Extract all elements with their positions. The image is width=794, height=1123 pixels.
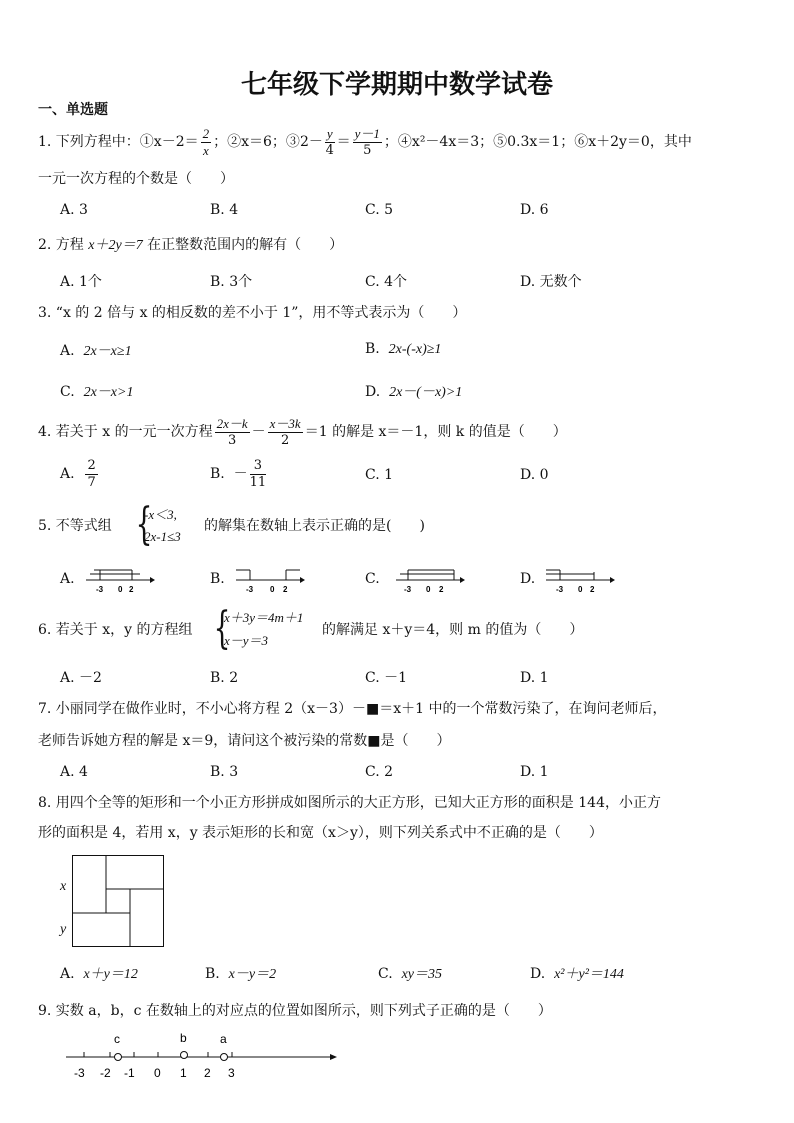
question-7-stem-line2: 老师告诉她方程的解是 x＝9，请问这个被污染的常数■是（ ） <box>38 733 451 749</box>
option-c[interactable]: C. 5 <box>365 202 394 218</box>
option-d[interactable]: D. 2x－(－x)>1 <box>365 384 463 400</box>
system-line-1: x＋3y＝4m＋1 <box>224 610 304 625</box>
brace-icon: { <box>213 603 231 654</box>
point-label-b: b <box>180 1031 187 1045</box>
tick-label: -3 <box>556 585 564 594</box>
option-d[interactable]: D. 1 <box>520 764 549 780</box>
tick-label: 2 <box>439 585 444 594</box>
fraction: $\frac{2x-k}{3}$ <box>216 416 248 448</box>
option-b-label[interactable]: B. <box>210 571 225 587</box>
question-1-stem-line2: 一元一次方程的个数是（ ） <box>38 171 234 187</box>
fraction: $\frac{2}{x}$ <box>202 126 210 158</box>
option-a[interactable]: A. 3 <box>60 202 88 218</box>
tick-label: -3 <box>246 585 254 594</box>
tick-label: -2 <box>100 1066 111 1080</box>
option-d[interactable]: D. 0 <box>520 467 549 483</box>
number-line-option-a <box>84 562 156 594</box>
tick-label: 0 <box>154 1066 161 1080</box>
point-label-a: a <box>220 1032 227 1046</box>
tick-label: 2 <box>204 1066 211 1080</box>
question-8-stem: 8. 用四个全等的矩形和一个小正方形拼成如图所示的大正方形，已知大正方形的面积是 144，小正方 <box>38 795 661 811</box>
question-4-stem: 4. 若关于 x 的一元一次方程 $\frac{2x-k}{3}$ － $\frac{x-3k}{2}$ ＝1 的解是 x＝－1，则 k 的值是（ ） <box>38 416 567 448</box>
tick-label: 2 <box>283 585 288 594</box>
tick-label: 0 <box>118 585 123 594</box>
option-d-label[interactable]: D. <box>520 571 536 587</box>
question-2-stem: 2. 方程 x＋2y＝7 在正整数范围内的解有（ ） <box>38 237 344 253</box>
question-8-stem-line2: 形的面积是 4，若用 x，y 表示矩形的长和宽（x＞y），则下列关系式中不正确的是（ ） <box>38 825 603 841</box>
page-title: 七年级下学期期中数学试卷 <box>240 70 553 100</box>
system-line-1: -x＜3, <box>144 507 177 522</box>
option-c-label[interactable]: C. <box>365 571 380 587</box>
tick-label: 2 <box>129 585 134 594</box>
option-d[interactable]: D. 无数个 <box>520 274 582 290</box>
option-d[interactable]: D. x²＋y²＝144 <box>530 966 624 982</box>
fraction: $\frac{y-1}{5}$ <box>354 126 380 158</box>
option-a[interactable]: A. 1个 <box>60 274 102 290</box>
question-9-stem: 9. 实数 a，b，c 在数轴上的对应点的位置如图所示，则下列式子正确的是（ ） <box>38 1003 552 1019</box>
option-a[interactable]: A. 2x－x≥1 <box>60 343 132 359</box>
option-a[interactable]: A. 4 <box>60 764 88 780</box>
option-c[interactable]: C. 2 <box>365 764 394 780</box>
option-b[interactable]: B. 2x-(-x)≥1 <box>365 341 442 357</box>
option-b[interactable]: B. 4 <box>210 202 239 218</box>
brace-icon: { <box>135 499 153 550</box>
question-6-stem-a: 6. 若关于 x，y 的方程组 <box>38 622 193 638</box>
tick-label: -3 <box>96 585 104 594</box>
option-c[interactable]: C. 4个 <box>365 274 408 290</box>
tick-label: 2 <box>590 585 595 594</box>
tick-label: -3 <box>74 1066 85 1080</box>
tick-label: 3 <box>228 1066 235 1080</box>
option-a[interactable]: A. $\frac{2}{7}$ <box>60 458 96 490</box>
point-b-marker <box>181 1052 188 1059</box>
number-line-option-c <box>394 562 466 594</box>
section-heading: 一、单选题 <box>38 102 108 118</box>
option-d[interactable]: D. 6 <box>520 202 549 218</box>
tick-label: -1 <box>124 1066 135 1080</box>
point-c-marker <box>115 1054 122 1061</box>
tick-label: 0 <box>270 585 275 594</box>
question-3-stem: 3. “x 的 2 倍与 x 的相反数的差不小于 1”，用不等式表示为（ ） <box>38 305 467 321</box>
option-c[interactable]: C. 2x－x>1 <box>60 384 134 400</box>
tick-label: 1 <box>180 1066 187 1080</box>
option-c[interactable]: C. 1 <box>365 467 394 483</box>
option-d[interactable]: D. 1 <box>520 670 549 686</box>
number-line-figure <box>60 1030 340 1082</box>
option-a[interactable]: A. x＋y＝12 <box>60 966 138 982</box>
question-5-stem-a: 5. 不等式组 <box>38 518 112 534</box>
option-b[interactable]: B. 3个 <box>210 274 253 290</box>
number-line-option-b <box>234 562 306 594</box>
option-b[interactable]: B. x－y＝2 <box>205 966 277 982</box>
tick-label: 0 <box>578 585 583 594</box>
question-5-stem-b: 的解集在数轴上表示正确的是( ) <box>204 518 425 534</box>
question-7-stem: 7. 小丽同学在做作业时，不小心将方程 2（x－3）－■＝x＋1 中的一个常数污染了，在询问老师后， <box>38 701 667 717</box>
square-tiling-figure <box>72 855 166 948</box>
fraction: $\frac{y}{4}$ <box>325 126 334 158</box>
option-b[interactable]: B. － $\frac{3}{11}$ <box>210 458 267 490</box>
question-6-stem-b: 的解满足 x＋y＝4，则 m 的值为（ ） <box>322 622 584 638</box>
figure-label-y: y <box>60 922 67 937</box>
option-b[interactable]: B. 3 <box>210 764 239 780</box>
fraction: $\frac{x-3k}{2}$ <box>269 416 301 448</box>
point-a-marker <box>221 1054 228 1061</box>
option-b[interactable]: B. 2 <box>210 670 239 686</box>
option-c[interactable]: C. －1 <box>365 670 408 686</box>
option-a[interactable]: A. －2 <box>60 670 102 686</box>
question-1-stem: 1. 下列方程中：①x－2＝ $\frac{2}{x}$ ；②x＝6；③2－ $\frac{y}{4}$ ＝ $\frac{y-1}{5}$ ；④x²－4x＝3；⑤0.3x＝1；⑥x＋2y＝0，其中 <box>38 126 692 158</box>
number-line-option-d <box>544 562 616 594</box>
system-line-2: 2x-1≤3 <box>144 529 181 544</box>
tick-label: 0 <box>426 585 431 594</box>
option-c[interactable]: C. xy＝35 <box>378 966 443 982</box>
figure-label-x: x <box>60 879 67 894</box>
system-line-2: x－y＝3 <box>224 633 269 648</box>
option-a-label[interactable]: A. <box>60 571 75 587</box>
point-label-c: c <box>114 1032 120 1046</box>
tick-label: -3 <box>404 585 412 594</box>
